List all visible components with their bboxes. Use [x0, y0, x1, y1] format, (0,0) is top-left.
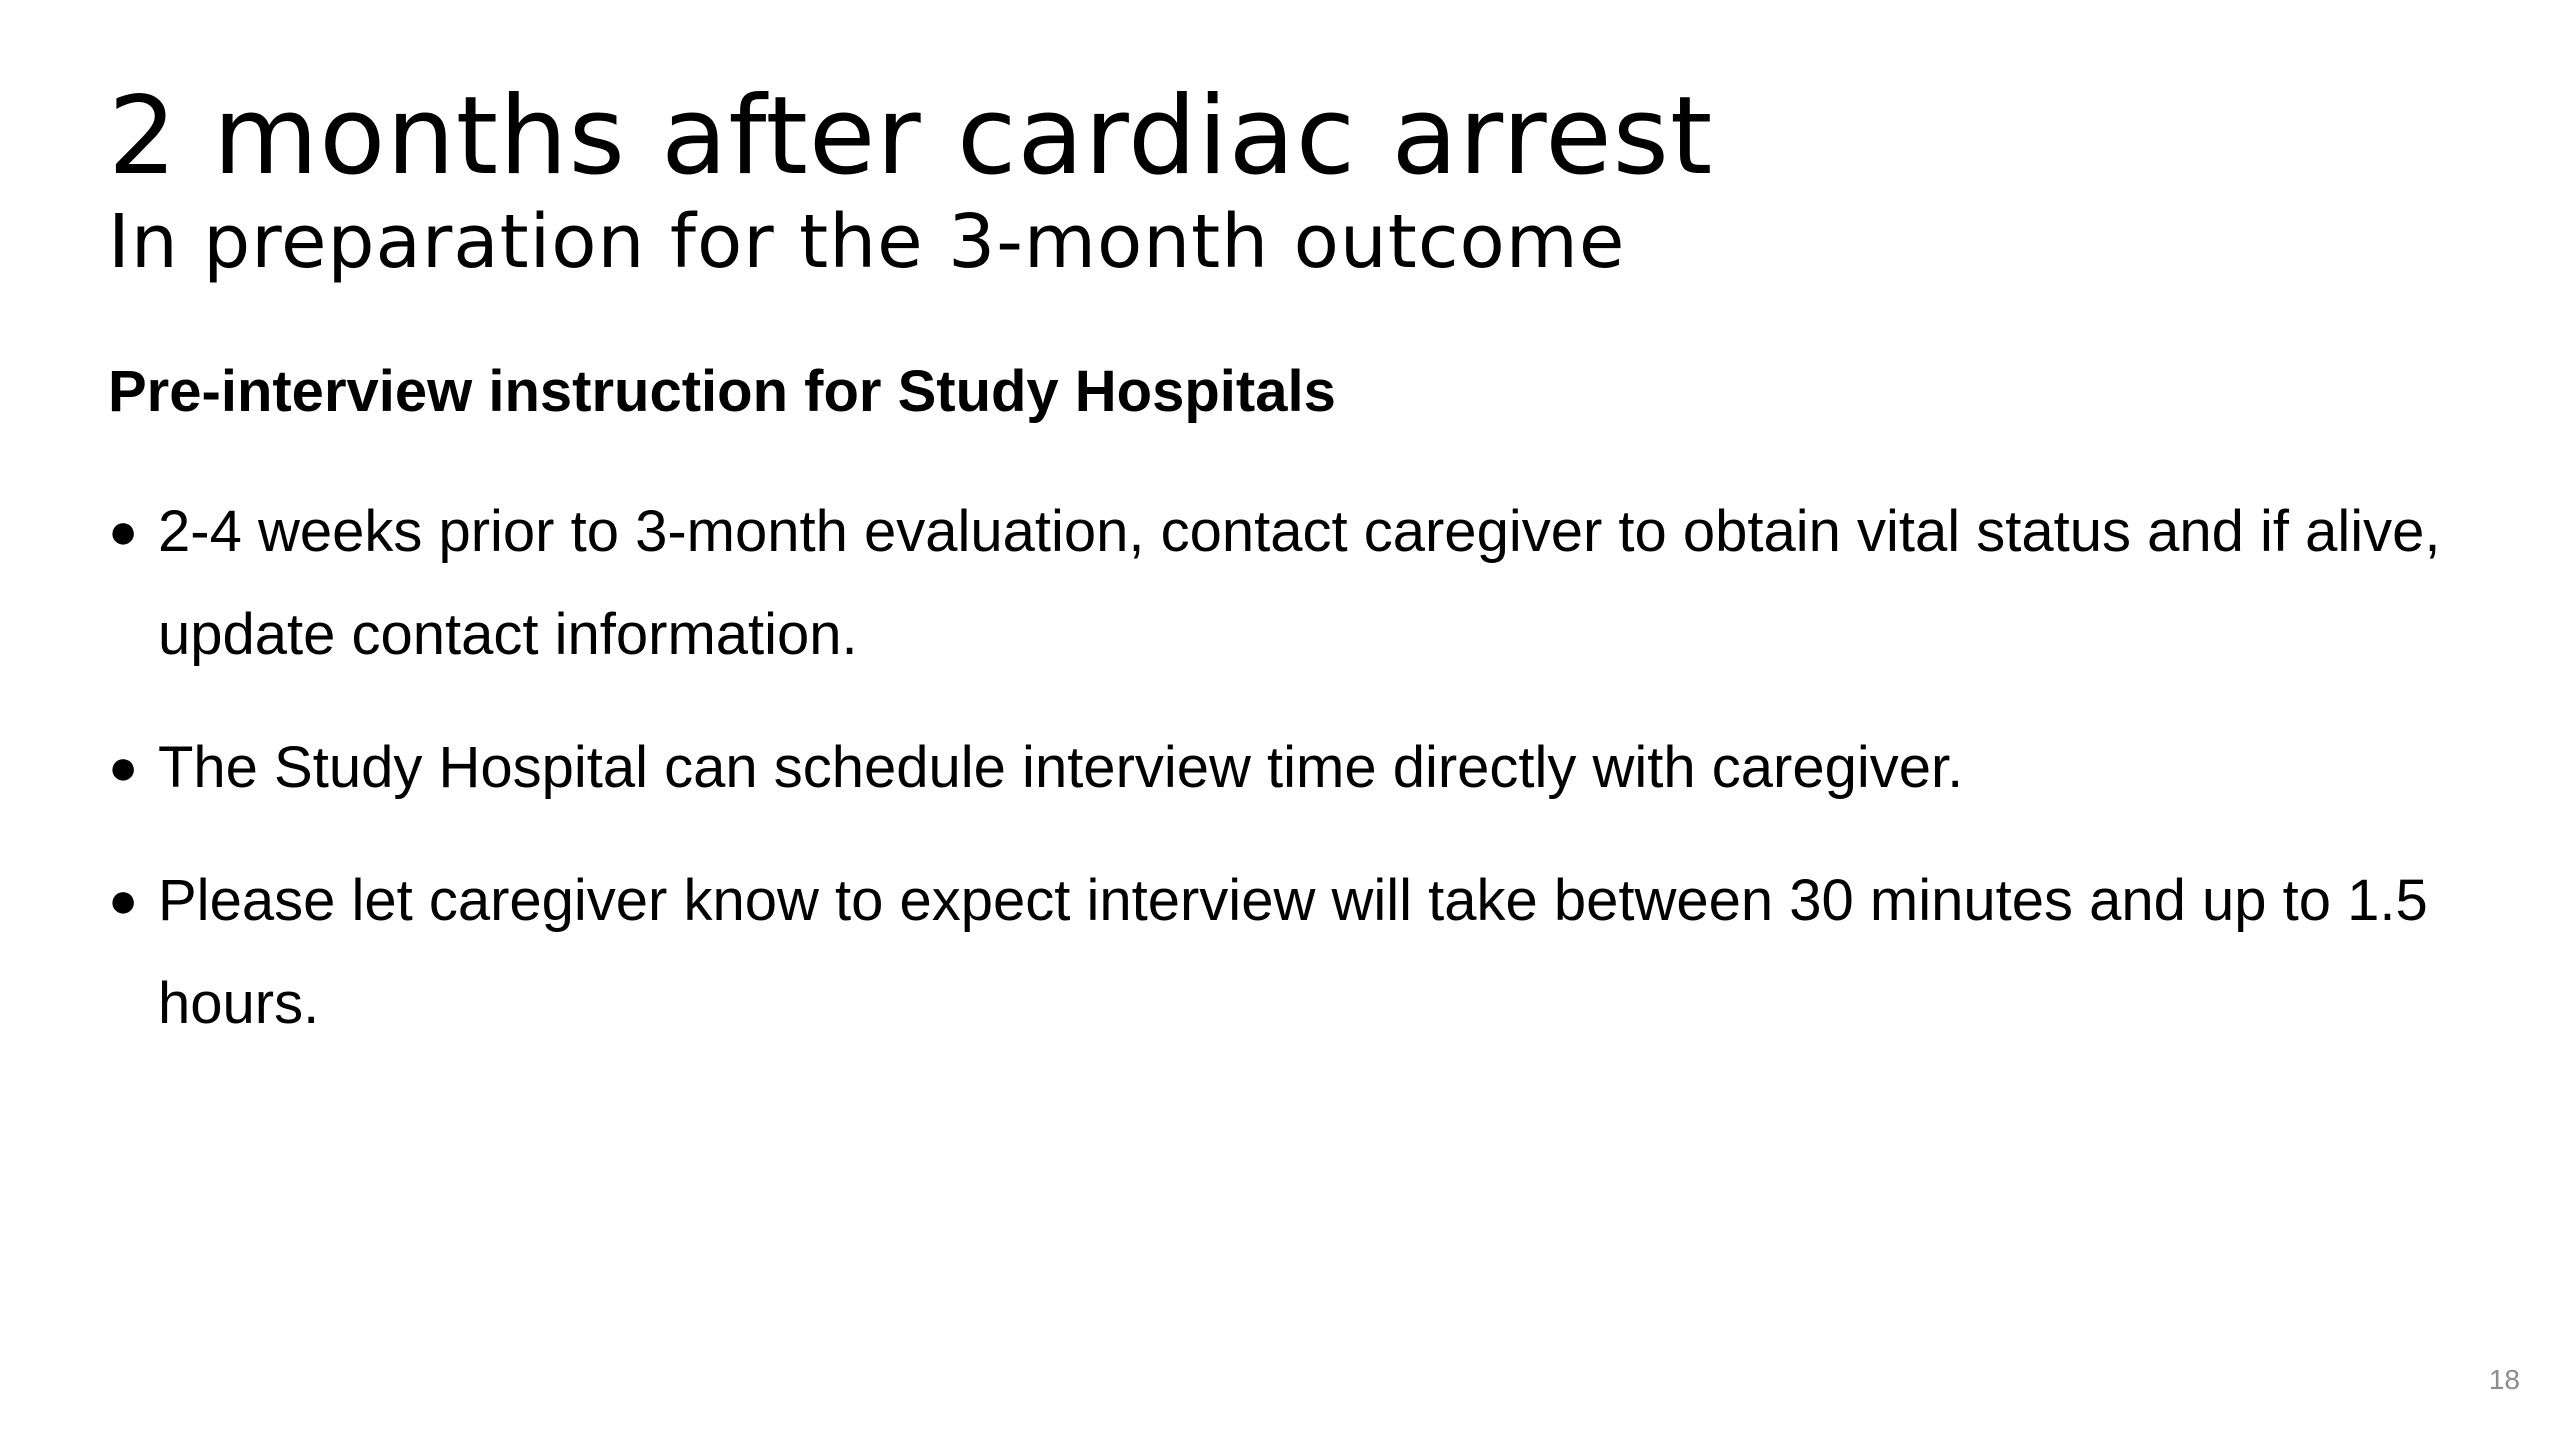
slide-title: 2 months after cardiac arrest — [108, 74, 1714, 199]
bullet-text: 2-4 weeks prior to 3-month evaluation, contact caregiver to obtain vital status and if alive, update contact information. — [158, 499, 2441, 667]
bullet-list — [108, 480, 2468, 1085]
bullet-text: Please let caregiver know to expect interview will take between 30 minutes and up to 1.5 hours. — [158, 868, 2428, 1036]
slide-subtitle: In preparation for the 3-month outcome — [108, 199, 1626, 285]
page-number: 18 — [2488, 1364, 2520, 1395]
bullet-dot-icon: ● — [108, 503, 139, 559]
bullet-text: The Study Hospital can schedule interview time directly with caregiver. — [158, 735, 1964, 800]
section-heading: Pre-interview instruction for Study Hospitals — [108, 359, 1336, 424]
bullet-dot-icon: ● — [108, 872, 139, 928]
bullet-item — [108, 480, 2468, 686]
bullet-item — [108, 716, 2468, 819]
bullet-item — [108, 849, 2468, 1055]
bullet-dot-icon: ● — [108, 739, 139, 795]
